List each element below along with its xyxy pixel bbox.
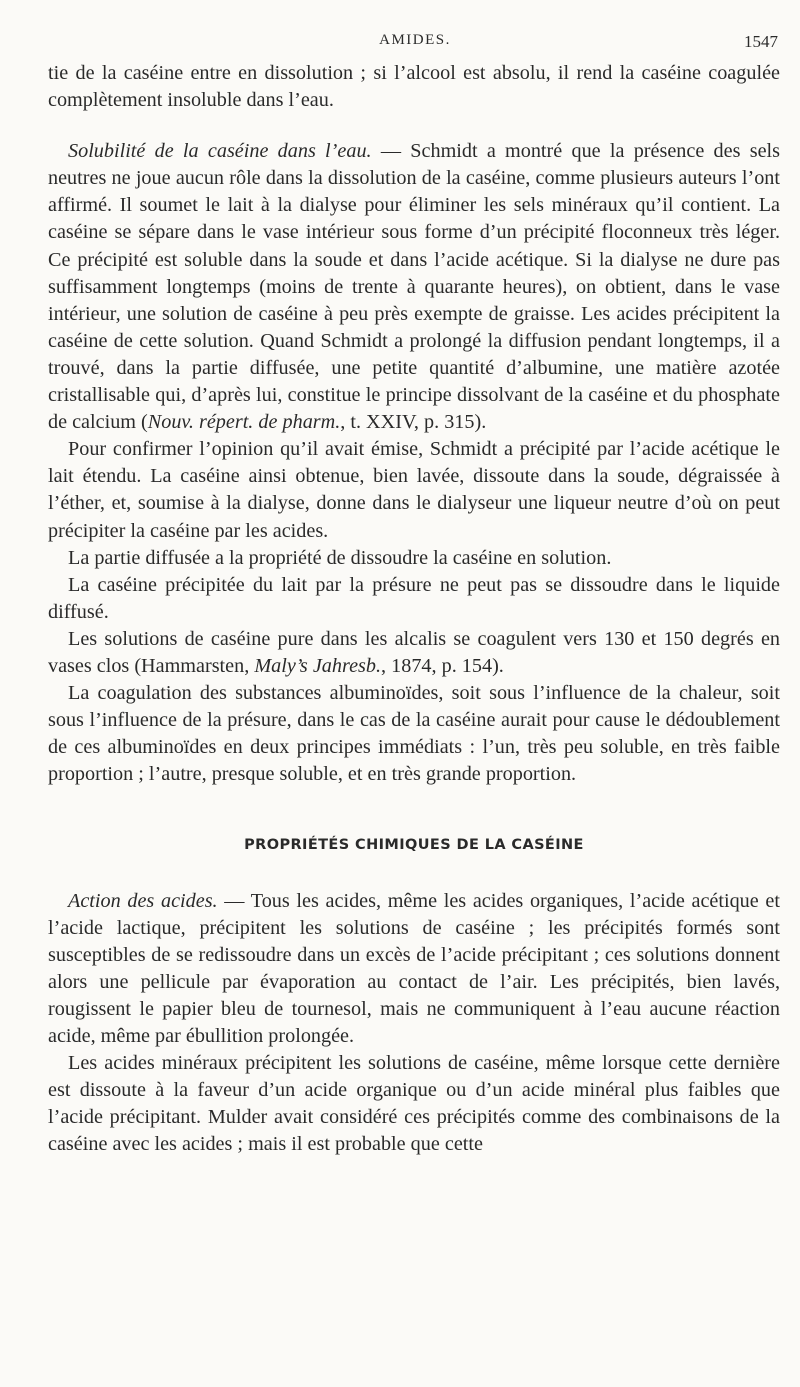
body-text bbox=[48, 60, 780, 1158]
runin-heading-action-acides: Action des acides. bbox=[68, 889, 218, 912]
citation-details: , t. XXIV, p. 315). bbox=[340, 411, 487, 434]
paragraph-continued: tie de la caséine entre en dissolution ; si l’alcool est absolu, il rend la caséine coagulée complètement insoluble dans l’eau. bbox=[48, 62, 780, 112]
paragraph-text: Les solutions de caséine pure dans les alcalis se coagulent vers 130 et 150 degrés en vases clos (Hammarsten, bbox=[48, 627, 780, 677]
runin-heading-solubilite: Solubilité de la caséine dans l’eau. bbox=[68, 140, 372, 163]
page-number: 1547 bbox=[744, 32, 778, 51]
running-head bbox=[52, 32, 778, 56]
paragraph-text: — Tous les acides, même les acides organiques, l’acide acétique et l’acide lactique, précipitent les solutions de caséine ; les précipités formés sont susceptibles de se redissoudre dans un excès de l’acide précipitant ; ces solutions donnent alors une pellicule par évaporation au contact de l’air. Les précipités, bien lavés, rougissent le papier bleu de tournesol, mais ne communiquent à l’eau aucune réaction acide, même par ébullition prolongée. bbox=[48, 889, 780, 1047]
paragraph-presure: La caséine précipitée du lait par la présure ne peut pas se dissoudre dans le liquide diffusé. bbox=[48, 573, 780, 623]
paragraph-alcalis bbox=[48, 626, 780, 680]
citation-title: Maly’s Jahresb. bbox=[254, 654, 382, 677]
citation-title: Nouv. répert. de pharm. bbox=[147, 411, 341, 434]
paragraph-text: — Schmidt a montré que la présence des sels neutres ne joue aucun rôle dans la dissolution de la caséine, comme plusieurs auteurs l’ont affirmé. Il soumet le lait à la dialyse pour éliminer les sels minéraux qu’il contient. La caséine se sépare dans le vase intérieur sous forme d’un précipité floconneux très léger. Ce précipité est soluble dans la soude et dans l’acide acétique. Si la dialyse ne dure pas suffisamment longtemps (moins de trente à quarante heures), on obtient, dans le vase intérieur, une solution de caséine à peu près exempte de graisse. Les acides précipitent la caséine de cette solution. Quand Schmidt a prolongé la diffusion pendant longtemps, il a trouvé, dans la partie diffusée, une petite quantité d’albumine, une matière azotée cristallisable qui, d’après lui, constitue le principe dissolvant de la caséine et du phosphate de calcium ( bbox=[48, 140, 780, 434]
paragraph-partie-diffusee: La partie diffusée a la propriété de dissoudre la caséine en solution. bbox=[68, 546, 612, 569]
paragraph-action-acides bbox=[48, 888, 780, 1051]
paragraph-confirmation: Pour confirmer l’opinion qu’il avait émise, Schmidt a précipité par l’acide acétique le lait étendu. La caséine ainsi obtenue, bien lavée, dissoute dans la soude, dégraissée à l’éther, et, soumise à la dialyse, donne dans le dialyseur une liqueur neutre d’où on peut précipiter la caséine par les acides. bbox=[48, 438, 780, 542]
section-heading: PROPRIÉTÉS CHIMIQUES DE LA CASÉINE bbox=[244, 837, 584, 854]
running-title: AMIDES. bbox=[379, 32, 451, 48]
paragraph-acides-mineraux: Les acides minéraux précipitent les solutions de caséine, même lorsque cette dernière est dissoute à la faveur d’un acide organique ou d’un acide minéral plus faibles que l’acide précipitant. Mulder avait considéré ces précipités comme des combinaisons de la caséine avec les acides ; mais il est probable que cette bbox=[48, 1052, 780, 1156]
paragraph-solubilite bbox=[48, 138, 780, 436]
paragraph-coagulation: La coagulation des substances albuminoïdes, soit sous l’influence de la chaleur, soit sous l’influence de la présure, dans le cas de la caséine aurait pour cause le dédoublement de ces albuminoïdes en deux principes immédiats : l’un, très peu soluble, en très faible proportion ; l’autre, presque soluble, et en très grande proportion. bbox=[48, 682, 780, 786]
citation-details: , 1874, p. 154). bbox=[381, 654, 504, 677]
